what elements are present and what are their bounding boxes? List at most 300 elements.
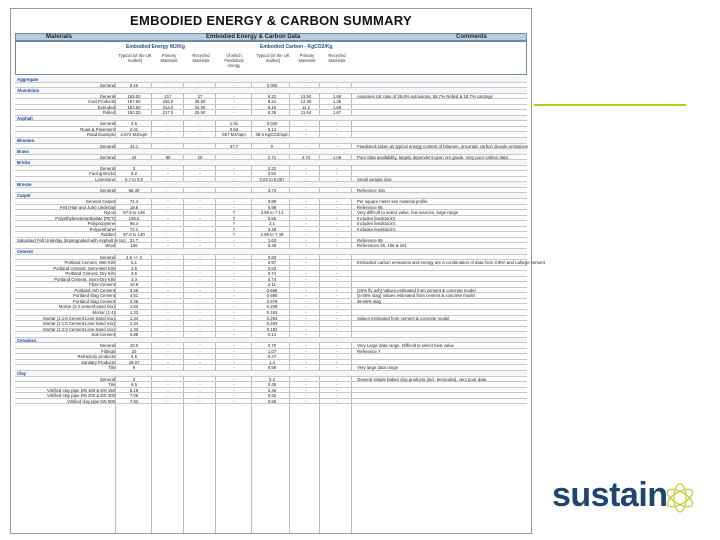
cell-cr: - — [336, 132, 338, 138]
cell-cp: - — [305, 204, 307, 210]
cell-m: Facing Bricks — [89, 171, 115, 177]
cell-cr: - — [336, 382, 338, 388]
cell-cr: - — [336, 204, 338, 210]
cell-f: - — [233, 260, 235, 266]
cell-m: Tile — [108, 365, 115, 371]
cell-cp: - — [305, 309, 307, 315]
cell-cr: - — [336, 315, 338, 321]
cell-c: 0.182 — [266, 309, 278, 315]
cell-n: Includes feedstock's — [357, 221, 396, 227]
cell-c: 0.690 — [266, 293, 278, 299]
cell-c: 0.74 — [267, 276, 277, 282]
cell-p: 226.0 — [162, 99, 174, 105]
cell-c: 0.679 — [266, 298, 278, 304]
cell-f: ? — [232, 232, 236, 238]
cell-cr: - — [336, 226, 338, 232]
cell-m: Saturated Felt Underlay (impregnated with Asphalt or tar) — [17, 237, 126, 243]
cell-e: 1.34 — [129, 321, 139, 327]
cell-m: Asphalt — [17, 115, 33, 121]
cell-c: 3.1 — [269, 221, 275, 227]
cell-cp: - — [305, 387, 307, 393]
cell-e: 95.4 — [129, 221, 139, 227]
cell-f: - — [233, 398, 235, 404]
cell-r: - — [199, 260, 201, 266]
cell-cr: - — [336, 376, 338, 382]
cell-c: 0.293 — [266, 315, 278, 321]
cell-f: - — [233, 382, 235, 388]
cell-p: - — [167, 376, 169, 382]
cell-f: 0.63 — [229, 126, 239, 132]
cell-cr: - — [336, 243, 338, 249]
cell-cp: - — [305, 215, 307, 221]
table-row — [15, 399, 527, 405]
cell-c: 0.208 — [266, 304, 278, 310]
cell-cp: 11.64 — [300, 110, 312, 116]
cell-m: Extruded — [97, 104, 115, 110]
cell-cp: 4.72 — [301, 154, 311, 160]
cell-e: 3.36 — [129, 298, 139, 304]
cell-f: - — [233, 304, 235, 310]
cell-n: Reference 7 — [357, 348, 381, 354]
cell-e: 106.5 — [128, 215, 140, 221]
cell-p: - — [167, 293, 169, 299]
cell-m: Refractory products — [77, 354, 115, 360]
cell-cp: - — [305, 348, 307, 354]
cell-c: 2.71 — [267, 154, 277, 160]
cell-cp: - — [305, 359, 307, 365]
cell-f: - — [233, 287, 235, 293]
cell-e: 157.50 — [127, 99, 141, 105]
cell-e: 4.6 +/- 2 — [126, 254, 142, 260]
cell-cr: - — [336, 199, 338, 205]
cell-cr: - — [336, 354, 338, 360]
cell-n: Reference 95 — [357, 204, 383, 210]
cell-r: - — [199, 143, 201, 149]
cell-m: Portland Slag Cement — [72, 298, 115, 304]
cell-c: 8.21 — [267, 99, 277, 105]
cell-m: Aluminium — [17, 88, 40, 94]
cell-r: - — [199, 393, 201, 399]
cell-e: 4.51 — [129, 293, 139, 299]
cell-cr: - — [336, 393, 338, 399]
cell-e: 150.20 — [127, 110, 141, 116]
cell-m: General — [99, 154, 115, 160]
cell-n: Includes feedstock's — [357, 215, 396, 221]
cell-c: 1.63 — [267, 237, 277, 243]
cell-e: 6.19 — [129, 387, 139, 393]
cell-m: General — [99, 143, 115, 149]
cell-p: - — [167, 204, 169, 210]
cell-r: - — [199, 304, 201, 310]
cell-p: 80 — [165, 154, 171, 160]
cell-e: 6.1 — [131, 260, 137, 266]
cell-cp: - — [305, 376, 307, 382]
cell-cp: - — [305, 293, 307, 299]
cell-n: Very Large data range. Difficult to select best value — [357, 343, 454, 349]
cell-f: - — [233, 282, 235, 288]
cell-e: 2.41 — [129, 126, 139, 132]
cell-n: Per square meter see material profile — [357, 199, 428, 205]
carbon-subheader: Embodied Carbon - KgCO2/Kg — [260, 44, 333, 50]
cell-r: - — [199, 359, 201, 365]
cell-p: - — [167, 221, 169, 227]
cell-m: Fibre Cement — [88, 282, 115, 288]
cell-e: 155.00 — [127, 93, 141, 99]
cell-e: 44.1 — [129, 143, 139, 149]
column-header-band — [15, 41, 527, 75]
cell-r: - — [199, 387, 201, 393]
cell-n: General simple baked clay products (incl. terracotta), very poor data — [357, 376, 487, 382]
cell-f: - — [233, 110, 235, 116]
cell-f: - — [233, 348, 235, 354]
cell-cp: - — [305, 365, 307, 371]
cell-cr: - — [336, 126, 338, 132]
cell-n: Reference 95 — [357, 237, 383, 243]
cell-f: - — [233, 271, 235, 277]
cell-e: 7.92 — [129, 398, 139, 404]
cell-n: Includes feedstock's — [357, 226, 396, 232]
cell-cp: - — [305, 315, 307, 321]
cell-f: - — [233, 359, 235, 365]
cell-p: - — [167, 132, 169, 138]
cell-cr: - — [336, 282, 338, 288]
cell-p: - — [167, 265, 169, 271]
cell-f: - — [233, 332, 235, 338]
cell-cp: 12.30 — [300, 99, 312, 105]
cell-e: 1.34 — [129, 315, 139, 321]
cell-cp: - — [305, 237, 307, 243]
cell-m: Clay — [17, 370, 27, 376]
cell-e: 44 — [131, 154, 137, 160]
cell-m: Vitrified clay pipe DN 500 — [66, 398, 115, 404]
cell-r: - — [199, 348, 201, 354]
cell-cp: - — [305, 165, 307, 171]
cell-f: - — [233, 315, 235, 321]
cell-p: - — [167, 359, 169, 365]
cell-r: - — [199, 298, 201, 304]
cell-f: - — [233, 187, 235, 193]
cell-m: Mortar (1:1:6 Cement:Lime:Sand mix) — [43, 321, 115, 327]
cell-r: - — [199, 82, 201, 88]
cell-p: - — [167, 326, 169, 332]
cell-cr: - — [336, 287, 338, 293]
cell-cp: - — [305, 121, 307, 127]
cell-f: - — [233, 298, 235, 304]
accent-rule — [534, 104, 686, 106]
cell-m: Mortar (1:4) — [92, 309, 115, 315]
cell-r: - — [199, 398, 201, 404]
cell-cr: - — [336, 271, 338, 277]
cell-p: - — [167, 354, 169, 360]
cell-f: - — [233, 343, 235, 349]
cell-f: - — [233, 354, 235, 360]
cell-cr: - — [336, 232, 338, 238]
cell-cr: - — [336, 309, 338, 315]
cell-e: 106 — [130, 243, 138, 249]
cell-e: 1.52 — [129, 304, 139, 310]
cell-f: - — [233, 99, 235, 105]
cell-r: - — [199, 326, 201, 332]
cell-p: - — [167, 260, 169, 266]
materials-header: Materials — [46, 34, 73, 40]
cell-c: 39.6 KgCO2/sqm — [255, 132, 289, 138]
cell-r: - — [199, 210, 201, 216]
cell-cp: - — [305, 326, 307, 332]
cell-e: 72.1 — [129, 226, 139, 232]
cell-p: - — [167, 332, 169, 338]
cell-c: 0.192 — [266, 326, 278, 332]
cell-cp: - — [305, 354, 307, 360]
cell-c: 0.22 — [267, 165, 277, 171]
cell-c: 0.005 — [266, 82, 278, 88]
cell-cr: 1.69 — [332, 93, 342, 99]
cell-e: 1.33 — [129, 309, 139, 315]
cell-p: - — [167, 82, 169, 88]
cell-m: Portland Ash Cement — [74, 287, 115, 293]
cell-m: General — [99, 93, 115, 99]
cell-cp: - — [305, 321, 307, 327]
cell-r: - — [199, 354, 201, 360]
cell-cp: - — [305, 287, 307, 293]
cell-cp: - — [305, 199, 307, 205]
col-header: Recycled Materials — [328, 53, 346, 63]
cell-r: - — [199, 199, 201, 205]
cell-r: - — [199, 332, 201, 338]
cell-cp: - — [305, 82, 307, 88]
col-header: of which Feedstock energy — [224, 53, 244, 68]
cell-r: - — [199, 121, 201, 127]
cell-m: Bitumen — [17, 138, 35, 144]
cell-cr: - — [336, 165, 338, 171]
cell-r: - — [199, 265, 201, 271]
cell-r: - — [199, 171, 201, 177]
cell-m: General Carpet — [85, 199, 115, 205]
cell-e: 69.30 — [128, 187, 140, 193]
cell-cr: - — [336, 276, 338, 282]
cell-e: 2.6 — [131, 121, 137, 127]
cell-cp: - — [305, 243, 307, 249]
cell-n: (6-35% slag) Values estimated from cement & concrete model — [357, 293, 475, 299]
cell-f: - — [233, 309, 235, 315]
cell-r: - — [199, 287, 201, 293]
cell-e: 153.50 — [127, 104, 141, 110]
cell-p: 217.0 — [162, 110, 174, 116]
cell-r: - — [199, 176, 201, 182]
cell-cp: - — [305, 210, 307, 216]
cell-cp: - — [305, 176, 307, 182]
cell-cp: - — [305, 226, 307, 232]
cell-r: - — [199, 282, 201, 288]
cell-e: 20 — [131, 348, 137, 354]
cell-f: - — [233, 176, 235, 182]
cell-cr: - — [336, 237, 338, 243]
cell-cp: - — [305, 187, 307, 193]
cell-p: - — [167, 165, 169, 171]
page-title: EMBODIED ENERGY & CARBON SUMMARY — [130, 13, 412, 28]
cell-c: 1.07 — [267, 348, 277, 354]
cell-cp: 11.2 — [301, 104, 311, 110]
cell-p: - — [167, 298, 169, 304]
cell-cr: 1.35 — [332, 99, 342, 105]
cell-m: Cast Products — [88, 99, 115, 105]
cell-p: - — [167, 287, 169, 293]
cell-cp: - — [305, 126, 307, 132]
cell-cp: - — [305, 332, 307, 338]
cell-m: Bricks — [17, 160, 31, 166]
cell-cr: - — [336, 359, 338, 365]
cell-c: 0 — [270, 143, 274, 149]
cell-r: - — [199, 126, 201, 132]
cell-e: 0.7 to 0.9 — [125, 176, 143, 182]
cell-cr: - — [336, 304, 338, 310]
cell-e: 9 — [132, 365, 136, 371]
cell-r: - — [199, 232, 201, 238]
cell-r: - — [199, 309, 201, 315]
cell-cp: 11.50 — [300, 93, 312, 99]
cell-f: - — [233, 326, 235, 332]
cell-p: - — [167, 176, 169, 182]
cell-p: - — [167, 226, 169, 232]
cell-r: 25.50 — [194, 110, 206, 116]
cell-c: 0.98 — [267, 204, 277, 210]
cell-r: - — [199, 271, 201, 277]
cell-m: Portland Cement, Wet Kiln — [64, 260, 115, 266]
cell-p: - — [167, 315, 169, 321]
cell-p: - — [167, 348, 169, 354]
cell-c: 0.47 — [267, 354, 277, 360]
cell-c: 0.52 — [267, 393, 277, 399]
cell-m: General — [99, 82, 115, 88]
comments-header: Comments — [456, 34, 488, 40]
energy-subheader: Embodied Energy MJ/Kg — [126, 44, 185, 50]
cell-cp: - — [305, 232, 307, 238]
cell-cr: - — [336, 387, 338, 393]
cell-f: - — [233, 104, 235, 110]
cell-p: - — [167, 393, 169, 399]
cell-n: Assumes UK ratio of 25.6% extrusions, 55.7% Rolled & 18.7% castings — [357, 93, 493, 99]
cell-cp: - — [305, 276, 307, 282]
cell-e: 31.7 — [129, 237, 139, 243]
cell-n: Poor data availability, largely dependent upon ore grade. Very poor carbon data — [357, 154, 508, 160]
cell-m: General — [99, 376, 115, 382]
cell-r: - — [199, 382, 201, 388]
cell-f: - — [233, 237, 235, 243]
cell-cr: - — [336, 254, 338, 260]
cell-cp: - — [305, 282, 307, 288]
cell-r: - — [199, 226, 201, 232]
cell-r: - — [199, 254, 201, 260]
cell-r: - — [199, 215, 201, 221]
cell-f: - — [233, 321, 235, 327]
cell-r: - — [199, 237, 201, 243]
cell-c: 0.45 — [267, 382, 277, 388]
cell-e: 67.5 to 148 — [123, 210, 145, 216]
cell-c: 0.14 — [267, 126, 277, 132]
cell-n: Very large data range — [357, 365, 399, 371]
cell-c: 5.55 — [267, 215, 277, 221]
cell-cr: - — [336, 121, 338, 127]
cell-r: - — [199, 321, 201, 327]
summary-table-image — [10, 8, 545, 534]
cell-p: - — [167, 387, 169, 393]
cell-f: - — [233, 154, 235, 160]
cell-p: - — [167, 382, 169, 388]
cell-e: 6.5 — [131, 382, 137, 388]
cell-c: 0.70 — [267, 343, 277, 349]
cell-cp: - — [305, 132, 307, 138]
cell-m: Mortar (1:3 cement:sand mix) — [58, 304, 115, 310]
cell-c: 3.48 — [267, 226, 277, 232]
cell-f: - — [233, 165, 235, 171]
cell-m: Bronze — [17, 182, 32, 188]
cell-p: - — [167, 304, 169, 310]
cell-m: Fittings — [101, 348, 115, 354]
cell-m: Aggregate — [17, 77, 39, 82]
cell-p: - — [167, 143, 169, 149]
cell-e: 10.9 — [129, 282, 139, 288]
cell-e: 0.10 — [129, 82, 139, 88]
cell-f: - — [233, 243, 235, 249]
cell-p: - — [167, 282, 169, 288]
cell-f: - — [233, 82, 235, 88]
cell-cp: - — [305, 260, 307, 266]
cell-c: 2.11 — [267, 282, 277, 288]
cell-e: 4.5 — [131, 265, 137, 271]
cell-c: 0.293 — [266, 321, 278, 327]
cell-cr: 1.69 — [332, 104, 342, 110]
cell-n: Very difficult to select value, few sources, large range — [357, 210, 459, 216]
cell-m: Cement — [17, 248, 33, 254]
cell-m: Vitrified clay pipe DN 200 & DN 300 — [47, 393, 115, 399]
col-header: Primary Materials — [298, 53, 316, 63]
col-header: Primary Materials — [160, 53, 178, 63]
energy-carbon-header: Embodied Energy & Carbon Data — [206, 34, 301, 40]
cell-c: 3.89 to 7.14 — [260, 210, 284, 216]
cell-m: Ceramics — [17, 337, 37, 343]
cell-c: 0.2 — [269, 376, 275, 382]
cell-p: - — [167, 171, 169, 177]
cell-cp: - — [305, 271, 307, 277]
cell-r: 25.50 — [194, 99, 206, 105]
cell-c: 0.59 — [267, 365, 277, 371]
cell-f: - — [233, 171, 235, 177]
cell-m: Portland Slag Cement — [72, 293, 115, 299]
cell-c: 0.14 — [267, 332, 277, 338]
cell-c: 0.83 — [267, 254, 277, 260]
table-header-band — [15, 33, 527, 41]
cell-c: 3.73 — [267, 187, 277, 193]
cell-m: Portland Cement, Semi-Wet Kiln — [53, 265, 115, 271]
col-header: Recycled Materials — [192, 53, 210, 63]
cell-e: 18.6 — [129, 204, 139, 210]
cell-c: 0.55 — [267, 398, 277, 404]
cell-r: - — [199, 243, 201, 249]
cell-n: Small sample size — [357, 176, 392, 182]
cell-r: - — [199, 315, 201, 321]
cell-p: 217 — [164, 93, 172, 99]
cell-m: Road Example — [86, 132, 115, 138]
cell-cr: - — [336, 348, 338, 354]
cell-r: - — [199, 276, 201, 282]
cell-m: Portland Cement, Dry Kiln — [65, 271, 115, 277]
cell-e: 5.5 — [131, 354, 137, 360]
cell-r: - — [199, 293, 201, 299]
cell-m: Polyethyleneterepthalate (PET) — [55, 215, 115, 221]
cell-e: 29.07 — [128, 359, 140, 365]
cell-r: - — [199, 187, 201, 193]
cell-p: - — [167, 309, 169, 315]
cell-cp: - — [305, 382, 307, 388]
